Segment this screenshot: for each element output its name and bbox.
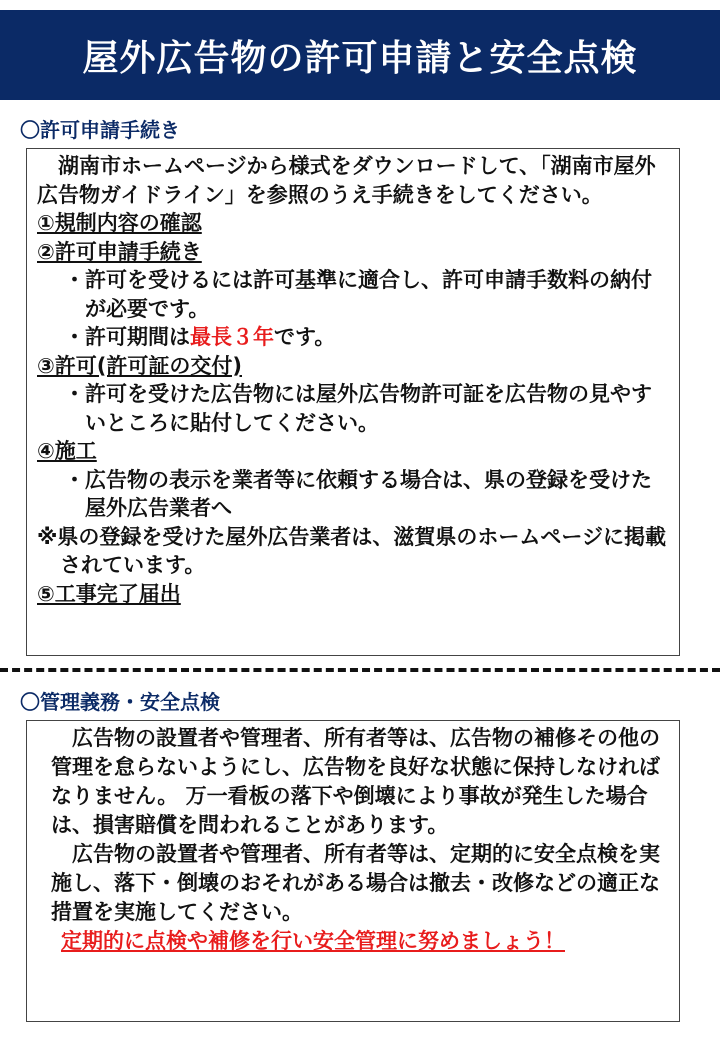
step-2-bullet-2 (37, 323, 669, 352)
step-4: ④施工 (37, 439, 97, 463)
permit-period-pre: ・許可期間は (64, 325, 190, 349)
management-paragraph: 広告物の設置者や管理者、所有者等は、広告物の補修その他の管理を怠らないようにし、広告物を良好な状態に保持しなければなりません。 万一看板の落下や倒壊により事故が発生した場合は、損害賠償を問われることがあります。 (51, 726, 660, 837)
permit-period-highlight: 最長３年 (190, 325, 274, 349)
step-3: ③許可(許可証の交付) (37, 353, 242, 378)
page-title: 屋外広告物の許可申請と安全点検 (82, 37, 638, 79)
section-divider (0, 668, 720, 672)
permit-procedure-box (26, 148, 680, 656)
safety-slogan: 定期的に点検や補修を行い安全管理に努めましょう！ (61, 929, 565, 953)
contractor-note: ※県の登録を受けた屋外広告業者は、滋賀県のホームページに掲載されています。 (37, 524, 666, 577)
step-1: ①規制内容の確認 (37, 211, 202, 235)
safety-inspection-box (26, 720, 680, 1022)
step-3-bullet: ・許可を受けた広告物には屋外広告物許可証を広告物の見やすいところに貼付してください。 (64, 382, 652, 435)
step-5: ⑤工事完了届出 (37, 581, 181, 606)
title-banner (0, 10, 720, 100)
step-4-bullet: ・広告物の表示を業者等に依頼する場合は、県の登録を受けた屋外広告業者へ (64, 467, 652, 520)
inspection-paragraph: 広告物の設置者や管理者、所有者等は、定期的に安全点検を実施し、落下・倒壊のおそれがある場合は撤去・改修などの適正な措置を実施してください。 (51, 842, 660, 924)
section-heading-permit: 〇許可申請手続き (20, 118, 180, 142)
step-2: ②許可申請手続き (37, 239, 202, 264)
section-heading-safety: 〇管理義務・安全点検 (20, 690, 220, 714)
permit-period-post: です。 (274, 325, 336, 349)
permit-intro: 湖南市ホームページから様式をダウンロードして、「湖南市屋外広告物ガイドライン」を参照のうえ手続きをしてください。 (37, 154, 656, 207)
step-2-bullet-1: ・許可を受けるには許可基準に適合し、許可申請手数料の納付が必要です。 (64, 268, 652, 321)
